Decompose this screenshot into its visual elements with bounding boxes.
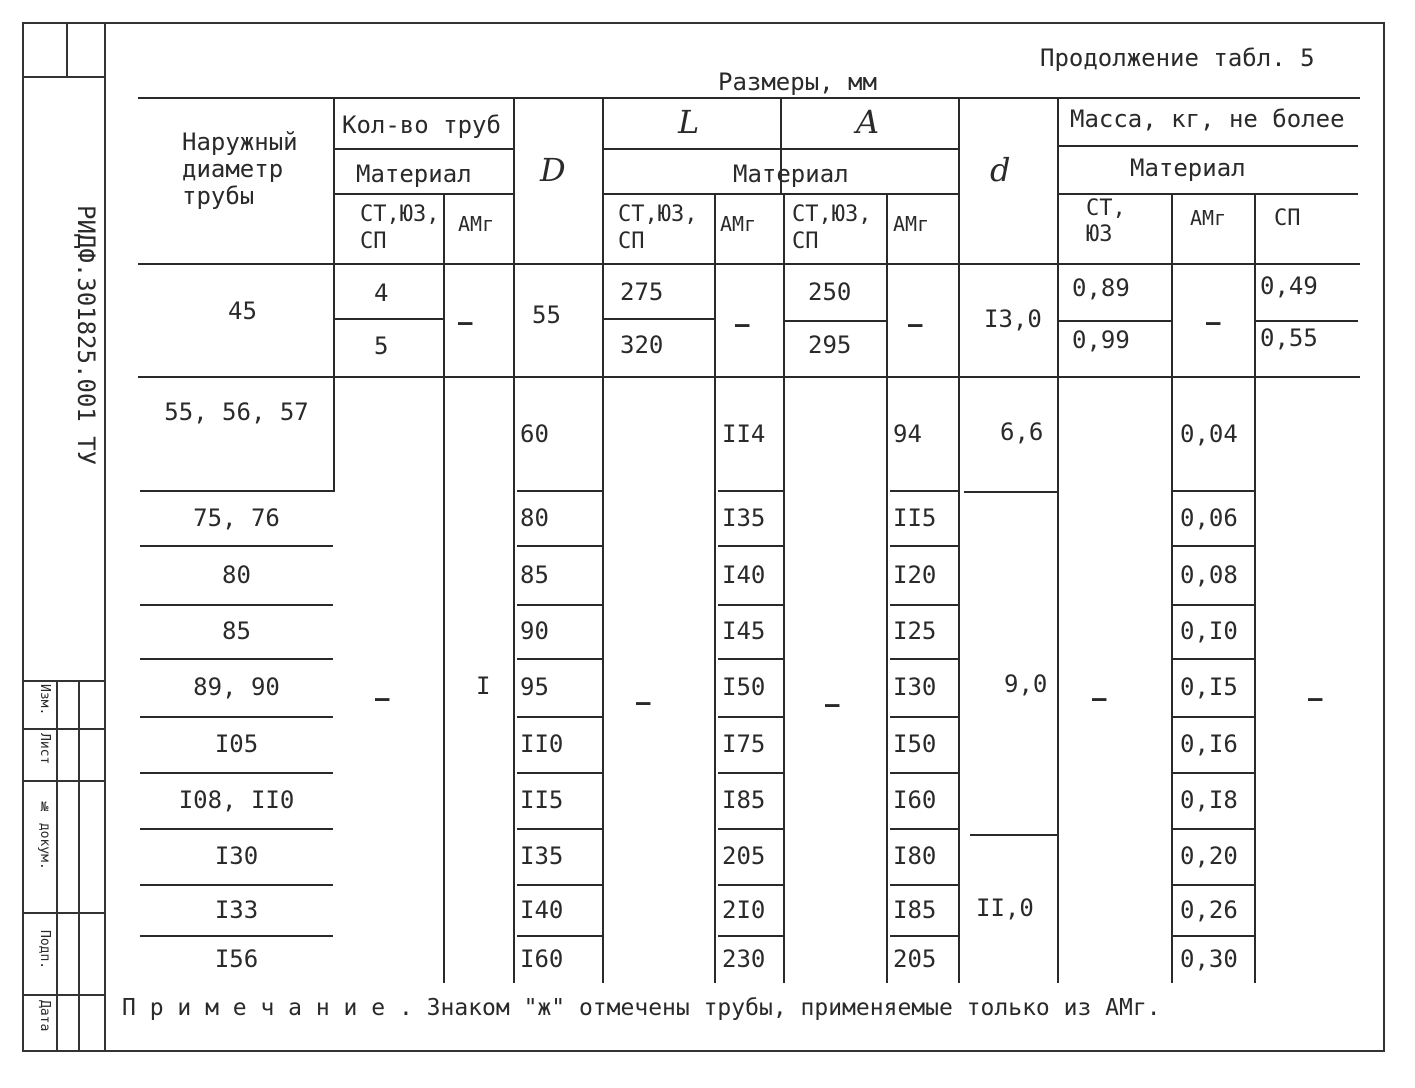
- row-cell-mass-amg: 0,I8: [1180, 786, 1238, 814]
- row-cell-D: 80: [520, 503, 549, 532]
- row-line: [718, 604, 785, 606]
- hdr-amg: АМг: [893, 212, 930, 236]
- hdr-amg: АМг: [458, 212, 495, 236]
- stamp-row: [22, 728, 106, 730]
- row-cell-D: 85: [520, 560, 549, 589]
- row-cell-A-amg: I85: [893, 895, 937, 924]
- row-line: [517, 490, 604, 492]
- row45-dia: 45: [228, 297, 257, 325]
- row-cell-L-amg: I45: [722, 617, 766, 645]
- col-line: [333, 97, 335, 492]
- col-line: [714, 193, 716, 983]
- stamp-row: [22, 780, 106, 782]
- col-line: [886, 193, 888, 983]
- hdr-st-yuz: СТ,: [1086, 196, 1126, 221]
- row-line: [140, 828, 333, 830]
- hdr-st-yuz-sp: СТ,ЮЗ,: [792, 202, 872, 227]
- stamp-row: [22, 912, 106, 914]
- row-cell-mass-amg: 0,I6: [1180, 730, 1238, 758]
- header-bottom: [138, 263, 1360, 265]
- row45-count: 4: [374, 279, 389, 307]
- row-cell-dia: I30: [214, 842, 259, 870]
- row-line: [890, 935, 960, 937]
- row-line: [890, 545, 960, 547]
- row-line: [890, 604, 960, 606]
- row-cell-D: II0: [520, 730, 564, 758]
- row-cell-A-amg: I20: [893, 560, 937, 589]
- row-line: [1173, 658, 1256, 660]
- row-cell-A-amg: II5: [893, 503, 937, 532]
- row-cell-A-amg: I80: [893, 842, 937, 870]
- row-line: [1173, 490, 1256, 492]
- stamp-label: Изм.: [37, 684, 52, 716]
- L-st-dash: –: [636, 688, 651, 716]
- hdr-line: [1058, 193, 1358, 195]
- row-line: [1173, 545, 1256, 547]
- hdr-D: D: [540, 151, 566, 189]
- row-cell-mass-amg: 0,26: [1180, 895, 1238, 924]
- row-cell-L-amg: I75: [722, 730, 766, 758]
- stamp-label: Дата: [37, 1000, 52, 1032]
- hdr-material: Материал: [733, 160, 849, 188]
- row-line: [517, 716, 604, 718]
- row-split: [783, 320, 886, 322]
- row-split: [603, 318, 715, 320]
- d-split: [964, 491, 1059, 493]
- stamp-top: [22, 680, 106, 682]
- table-note: П р и м е ч а н и е . Знаком "ж" отмечены трубы, применяемые только из АМг.: [122, 995, 1161, 1021]
- row-cell-D: 90: [520, 617, 549, 645]
- row-cell-A-amg: 94: [893, 420, 922, 448]
- row45-mass-amg: –: [1206, 308, 1221, 336]
- row-cell-L-amg: I85: [722, 786, 766, 814]
- row-line: [140, 884, 333, 886]
- row-cell-L-amg: I35: [722, 503, 766, 532]
- col-line: [1171, 193, 1173, 983]
- row-cell-dia: 89, 90: [193, 673, 280, 701]
- row-line: [1173, 772, 1256, 774]
- row-line: [517, 545, 604, 547]
- row-cell-A-amg: I50: [893, 730, 937, 758]
- row-line: [718, 828, 785, 830]
- row-cell-L-amg: II4: [722, 420, 766, 448]
- row-cell-dia: 55, 56, 57: [164, 398, 309, 426]
- row-cell-mass-amg: 0,04: [1180, 420, 1238, 448]
- hdr-st-yuz-sp: СТ,ЮЗ,: [360, 202, 440, 227]
- row-cell-L-amg: I50: [722, 673, 766, 701]
- row-cell-mass-amg: 0,08: [1180, 560, 1238, 589]
- row-cell-D: 95: [520, 673, 549, 701]
- row-line: [140, 772, 333, 774]
- row-line: [140, 716, 333, 718]
- row-line: [140, 935, 333, 937]
- col-line: [1254, 193, 1256, 983]
- row-cell-dia: 80: [222, 560, 251, 589]
- row-line: [517, 658, 604, 660]
- mass-st-dash: –: [1092, 684, 1107, 712]
- row45-mass: 0,89: [1072, 274, 1130, 302]
- frame-inner-left: [104, 22, 106, 1052]
- row45-L-amg: –: [735, 310, 750, 338]
- hdr-outer-diameter: Наружный: [182, 128, 298, 156]
- row-cell-L-amg: 2I0: [722, 895, 766, 924]
- row-line: [140, 545, 333, 547]
- hdr-amg: АМг: [1190, 206, 1227, 230]
- row-line: [718, 716, 785, 718]
- dimensions-caption: Размеры, мм: [718, 68, 877, 96]
- row-cell-mass-amg: 0,I5: [1180, 673, 1238, 701]
- hdr-outer-diameter: трубы: [182, 182, 255, 210]
- d-value: 9,0: [1004, 670, 1048, 698]
- row45-L: 320: [620, 331, 664, 359]
- frame-top: [22, 22, 1385, 24]
- row-45-bottom: [138, 376, 1360, 378]
- d-value: 6,6: [1000, 418, 1044, 446]
- row-line: [718, 772, 785, 774]
- row-cell-D: 60: [520, 420, 549, 448]
- table-top: [138, 97, 1360, 99]
- row45-mass-sp: 0,49: [1260, 272, 1318, 300]
- row-cell-L-amg: 230: [722, 945, 766, 973]
- hdr-material: Материал: [356, 160, 472, 188]
- row-line: [517, 884, 604, 886]
- row-line: [890, 716, 960, 718]
- row-line: [890, 490, 960, 492]
- row-line: [718, 884, 785, 886]
- row-line: [890, 772, 960, 774]
- stamp-label: Лист: [37, 733, 52, 765]
- row45-count: 5: [374, 332, 389, 360]
- frame-right: [1383, 22, 1385, 1052]
- row-line: [140, 490, 333, 492]
- hdr-st-yuz-sp: СП: [618, 229, 645, 254]
- frame-left: [22, 22, 24, 1052]
- hdr-mass: Масса, кг, не более: [1070, 105, 1345, 133]
- row-line: [1173, 828, 1256, 830]
- row-line: [140, 604, 333, 606]
- row-cell-A-amg: I60: [893, 786, 937, 814]
- row45-mass-sp: 0,55: [1260, 324, 1318, 352]
- row-cell-mass-amg: 0,30: [1180, 945, 1238, 973]
- row-line: [718, 658, 785, 660]
- hdr-st-yuz-sp: СТ,ЮЗ,: [618, 202, 698, 227]
- hdr-A: A: [856, 103, 880, 141]
- row-line: [517, 935, 604, 937]
- row45-d: I3,0: [984, 305, 1042, 333]
- row-line: [517, 772, 604, 774]
- col-line: [1057, 97, 1059, 983]
- row-cell-L-amg: I40: [722, 560, 766, 589]
- A-st-dash: –: [825, 690, 840, 718]
- hdr-amg: АМг: [720, 212, 757, 236]
- hdr-st-yuz: ЮЗ: [1086, 222, 1113, 247]
- stamp-row: [22, 994, 106, 996]
- row-cell-dia: 85: [222, 617, 251, 645]
- d-value: II,0: [976, 894, 1034, 922]
- hdr-L: L: [678, 103, 700, 141]
- row-line: [1173, 604, 1256, 606]
- frame-bottom: [22, 1050, 1385, 1052]
- row-line: [890, 828, 960, 830]
- row-split: [1256, 320, 1358, 322]
- row45-A: 250: [808, 278, 852, 306]
- row-cell-dia: I08, II0: [178, 786, 295, 814]
- row-cell-D: I40: [520, 895, 564, 924]
- row-line: [890, 658, 960, 660]
- row45-L: 275: [620, 278, 664, 306]
- hdr-outer-diameter: диаметр: [182, 155, 284, 183]
- col-line: [602, 97, 604, 983]
- hdr-line: [335, 148, 515, 150]
- hdr-line: [603, 193, 959, 195]
- row-line: [890, 884, 960, 886]
- row-split: [1058, 320, 1173, 322]
- row45-D: 55: [532, 301, 561, 329]
- row45-count-amg: –: [458, 308, 473, 336]
- row-line: [517, 604, 604, 606]
- row-cell-dia: I33: [214, 895, 259, 924]
- hdr-pipe-count: Кол-во труб: [342, 111, 501, 139]
- row-line: [1173, 716, 1256, 718]
- row-cell-mass-amg: 0,06: [1180, 503, 1238, 532]
- hdr-line: [335, 193, 515, 195]
- document-code: РИДФ.301825.001 ТУ: [72, 205, 100, 466]
- col-line: [958, 97, 960, 983]
- row-cell-D: II5: [520, 786, 564, 814]
- row-cell-L-amg: 205: [722, 842, 766, 870]
- row-line: [517, 828, 604, 830]
- mass-sp-dash: –: [1308, 684, 1323, 712]
- hdr-sp: СП: [1274, 206, 1301, 231]
- row-line: [718, 935, 785, 937]
- row-cell-mass-amg: 0,I0: [1180, 617, 1238, 645]
- col-line: [513, 97, 515, 983]
- hdr-d: d: [990, 151, 1011, 189]
- row45-A: 295: [808, 331, 852, 359]
- stamp-label: Подп.: [37, 930, 52, 970]
- row-line: [718, 545, 785, 547]
- stamp-label: № докум.: [37, 800, 52, 870]
- continuation-title: Продолжение табл. 5: [1040, 44, 1315, 72]
- row-cell-dia: I05: [214, 730, 259, 758]
- col-line: [443, 193, 445, 983]
- row-cell-A-amg: I30: [893, 673, 937, 701]
- hdr-st-yuz-sp: СП: [792, 229, 819, 254]
- hdr-line: [1058, 145, 1358, 147]
- row45-A-amg: –: [908, 310, 923, 338]
- row-split: [335, 318, 445, 320]
- row-cell-D: I60: [520, 945, 564, 973]
- col-line: [783, 193, 785, 983]
- count-st-dash: –: [375, 684, 390, 712]
- row-line: [1173, 884, 1256, 886]
- row-cell-A-amg: 205: [893, 945, 937, 973]
- row-cell-mass-amg: 0,20: [1180, 842, 1238, 870]
- row-cell-dia: I56: [214, 945, 259, 973]
- row-line: [1173, 935, 1256, 937]
- d-split: [970, 834, 1059, 836]
- frame-side-sep: [22, 76, 106, 78]
- count-amg-value: I: [476, 672, 491, 700]
- row-line: [140, 658, 333, 660]
- row-cell-dia: 75, 76: [193, 503, 280, 532]
- row-cell-A-amg: I25: [893, 617, 937, 645]
- row45-mass: 0,99: [1072, 326, 1130, 354]
- frame-side-tick: [66, 22, 68, 78]
- row-cell-D: I35: [520, 842, 564, 870]
- hdr-material: Материал: [1130, 154, 1246, 182]
- hdr-st-yuz-sp: СП: [360, 229, 387, 254]
- row-line: [718, 490, 785, 492]
